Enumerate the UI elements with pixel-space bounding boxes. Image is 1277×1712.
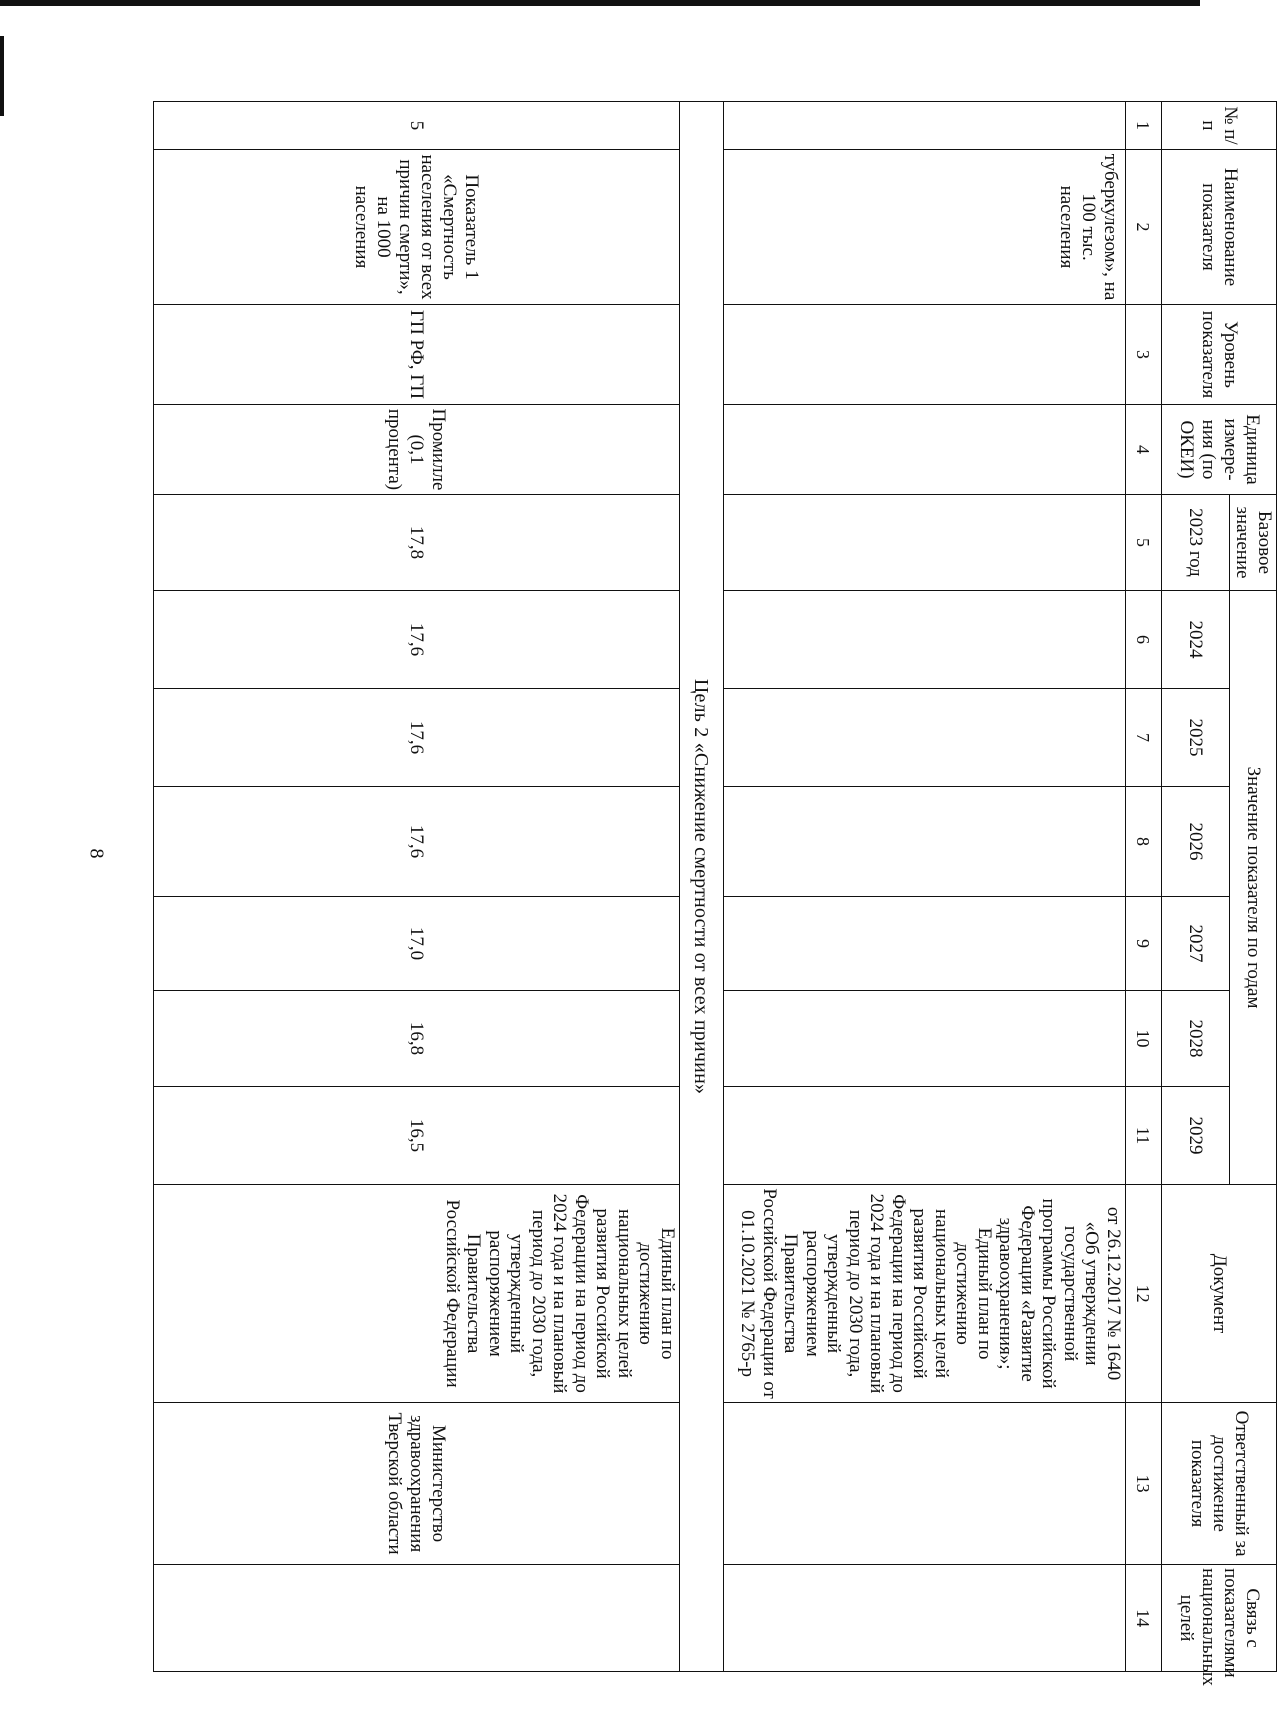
header-values: Значение показателя по годам (1230, 591, 1277, 1185)
column-number: 7 (1126, 689, 1162, 787)
column-number: 5 (1126, 495, 1162, 591)
empty-cell (724, 991, 1126, 1087)
header-level: Уровень показателя (1162, 305, 1277, 405)
row-5-level: ГП РФ, ГП (154, 305, 680, 405)
empty-cell (724, 787, 1126, 897)
page-number: 8 (85, 848, 108, 859)
continued-row-document: от 26.12.2017 № 1640 «Об утверждении государственной программы Российской Федерации «Развитие здравоохранения»; Единый план по достижению национальных целей развития Российской Федерации на период до 2024 года и на плановый период до 2030 года, утвержденный распоряжением Правительства Российской Федерации от 01.10.2021 № 2765-р (724, 1185, 1126, 1403)
row-5-document: Единый план по достижению национальных целей развития Российской Федерации на период до 2024 года и на плановый период до 2030 года, утвержденный распоряжением Правительства Российской Федерации (154, 1185, 680, 1403)
header-year-2024: 2024 (1162, 591, 1230, 689)
header-unit: Единица измере-ния (по ОКЕИ) (1162, 405, 1277, 495)
column-number: 10 (1126, 991, 1162, 1087)
row-5-name: Показатель 1 «Смертность населения от всех причин смерти», на 1000 населения (154, 150, 680, 305)
column-number: 2 (1126, 150, 1162, 305)
row-5-base-value: 17,8 (154, 495, 680, 591)
column-number: 1 (1126, 102, 1162, 150)
header-year-2025: 2025 (1162, 689, 1230, 787)
header-year-2026: 2026 (1162, 787, 1230, 897)
empty-cell (724, 591, 1126, 689)
row-5-value-2026: 17,6 (154, 787, 680, 897)
header-document: Документ (1162, 1185, 1277, 1403)
column-number: 8 (1126, 787, 1162, 897)
empty-cell (724, 1087, 1126, 1185)
empty-cell (724, 305, 1126, 405)
row-5-value-2024: 17,6 (154, 591, 680, 689)
header-base: Базовое значение (1230, 495, 1277, 591)
scan-edge-left (0, 36, 4, 116)
header-link: Связь с показателями национальных целей (1162, 1565, 1277, 1672)
goal-2-heading: Цель 2 «Снижение смертности от всех причин» (680, 102, 724, 1672)
empty-cell (724, 689, 1126, 787)
row-5-value-2025: 17,6 (154, 689, 680, 787)
row-5-num: 5 (154, 102, 680, 150)
row-5-responsible: Министерство здравоохранения Тверской области (154, 1403, 680, 1565)
header-year-2027: 2027 (1162, 897, 1230, 991)
row-5-unit: Промилле (0,1 процента) (154, 405, 680, 495)
row-5-value-2027: 17,0 (154, 897, 680, 991)
column-number: 6 (1126, 591, 1162, 689)
header-name: Наименование показателя (1162, 150, 1277, 305)
scan-edge-top (0, 0, 1200, 6)
column-number: 13 (1126, 1403, 1162, 1565)
empty-cell (724, 405, 1126, 495)
continued-row-name: туберкулезом», на 100 тыс. населения (724, 150, 1126, 305)
indicators-table (153, 101, 1277, 1686)
row-5-value-2029: 16,5 (154, 1087, 680, 1185)
empty-cell (724, 495, 1126, 591)
empty-cell (724, 897, 1126, 991)
header-num: № п/п (1162, 102, 1277, 150)
header-year-2029: 2029 (1162, 1087, 1230, 1185)
rotated-sheet (167, 101, 1277, 1686)
continued-row-num (724, 102, 1126, 150)
column-number: 9 (1126, 897, 1162, 991)
header-year-2028: 2028 (1162, 991, 1230, 1087)
column-number: 11 (1126, 1087, 1162, 1185)
empty-cell (724, 1403, 1126, 1565)
header-base-year: 2023 год (1162, 495, 1230, 591)
empty-cell (724, 1565, 1126, 1672)
header-responsible: Ответственный за достижение показателя (1162, 1403, 1277, 1565)
column-number: 4 (1126, 405, 1162, 495)
column-number: 3 (1126, 305, 1162, 405)
row-5-value-2028: 16,8 (154, 991, 680, 1087)
column-number: 14 (1126, 1565, 1162, 1672)
row-5-link (154, 1565, 680, 1672)
column-number: 12 (1126, 1185, 1162, 1403)
